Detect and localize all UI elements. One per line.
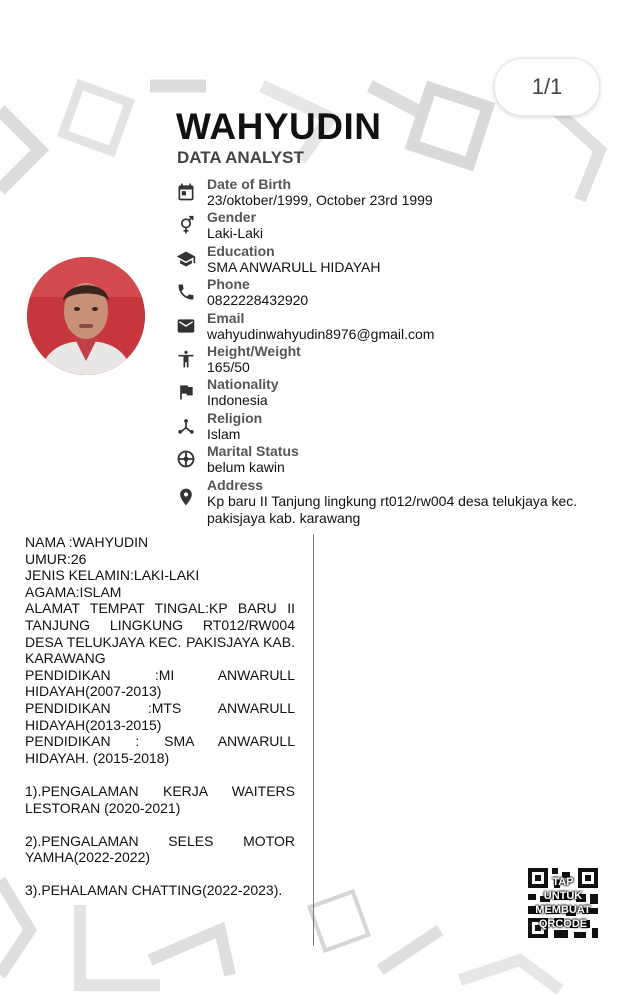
- profile-title: DATA ANALYST: [177, 148, 304, 167]
- nationality-label: Nationality: [207, 376, 279, 393]
- avatar-photo: [27, 257, 145, 375]
- qrcode-line-2: UNTUK: [543, 890, 583, 902]
- marital-status-value: belum kawin: [207, 459, 285, 476]
- info-marital-status: [176, 443, 616, 476]
- page-indicator: [494, 58, 600, 116]
- info-religion: [176, 410, 616, 443]
- email-icon: [176, 316, 196, 336]
- page-indicator-text: 1/1: [531, 74, 563, 99]
- dob-value: 23/oktober/1999, October 23rd 1999: [207, 192, 433, 208]
- qrcode-line-1: TAP: [552, 876, 574, 888]
- bio-experience-1: 1).PENGALAMAN KERJA WAITERS LESTORAN (2020-2021): [25, 782, 295, 816]
- phone-label: Phone: [207, 276, 250, 293]
- dob-label: Date of Birth: [207, 176, 291, 192]
- qrcode-line-3: MEMBUAT: [535, 904, 591, 916]
- profile-name: WAHYUDIN: [176, 106, 382, 147]
- qrcode-button[interactable]: [526, 866, 600, 940]
- bio-age: UMUR:26: [25, 550, 87, 567]
- bio-text-block: [25, 534, 295, 899]
- info-nationality: [176, 376, 616, 409]
- avatar: [27, 257, 145, 375]
- person-icon: [176, 349, 196, 369]
- nationality-value: Indonesia: [207, 392, 268, 409]
- address-value: Kp baru II Tanjung lingkung rt012/rw004 desa telukjaya kec. pakisjaya kab. karawang: [207, 492, 578, 526]
- info-gender: [176, 209, 616, 242]
- religion-value: Islam: [207, 425, 241, 442]
- personal-info-list: [176, 176, 616, 526]
- email-label: Email: [207, 309, 245, 326]
- height-weight-value: 165/50: [207, 358, 250, 375]
- calendar-icon: [176, 182, 196, 202]
- info-email: [176, 310, 616, 343]
- qrcode-line-4: QRCODE: [538, 918, 588, 930]
- gender-value: Laki-Laki: [207, 225, 264, 242]
- bio-education-2: PENDIDIKAN :MTS ANWARULL HIDAYAH(2013-2015): [25, 699, 295, 733]
- height-weight-label: Height/Weight: [207, 342, 301, 359]
- bio-education-1: PENDIDIKAN :MI ANWARULL HIDAYAH(2007-2013): [25, 666, 295, 700]
- bio-experience-3: 3).PEHALAMAN CHATTING(2022-2023).: [25, 882, 283, 899]
- address-label: Address: [207, 476, 264, 493]
- info-phone: [176, 276, 616, 309]
- gender-icon: [176, 215, 196, 235]
- bio-gender: JENIS KELAMIN:LAKI-LAKI: [25, 567, 200, 584]
- marital-status-label: Marital Status: [207, 443, 299, 460]
- education-label: Education: [207, 242, 275, 259]
- info-date-of-birth: [176, 176, 616, 209]
- flag-icon: [176, 382, 196, 402]
- religion-icon: [176, 416, 196, 436]
- bio-name: NAMA :WAHYUDIN: [25, 534, 149, 550]
- gender-label: Gender: [207, 209, 257, 226]
- phone-value: 0822228432920: [207, 292, 309, 309]
- bio-address: ALAMAT TEMPAT TINGAL:KP BARU II TANJUNG LINGKUNG RT012/RW004 DESA TELUKJAYA KEC. PAKISJAYA KAB. KARAWANG: [25, 600, 295, 667]
- email-value: wahyudinwahyudin8976@gmail.com: [207, 325, 435, 342]
- info-education: [176, 243, 616, 276]
- phone-icon: [176, 282, 196, 302]
- bio-education-3: PENDIDIKAN : SMA ANWARULL HIDAYAH. (2015-2018): [25, 733, 295, 766]
- location-pin-icon: [176, 487, 196, 507]
- bio-experience-2: 2).PENGALAMAN SELES MOTOR YAMHA(2022-2022): [25, 832, 295, 866]
- education-value: SMA ANWARULL HIDAYAH: [207, 258, 381, 275]
- column-divider: [313, 534, 314, 946]
- info-height-weight: [176, 343, 616, 376]
- info-address: [176, 476, 616, 526]
- bio-religion: AGAMA:ISLAM: [25, 583, 122, 600]
- marital-status-icon: [176, 449, 196, 469]
- graduation-cap-icon: [176, 249, 196, 269]
- religion-label: Religion: [207, 409, 263, 426]
- qrcode-label: [526, 866, 600, 940]
